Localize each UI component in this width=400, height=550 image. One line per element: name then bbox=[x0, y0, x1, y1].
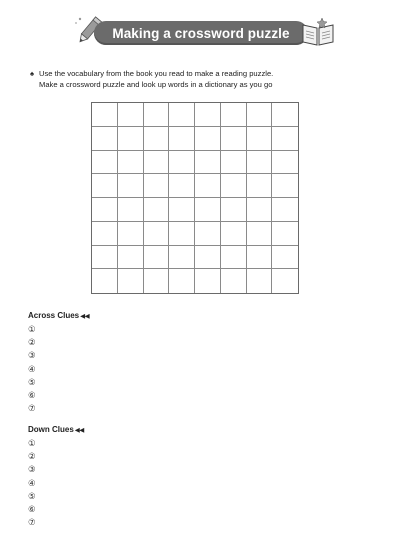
clue-number: ② bbox=[28, 337, 36, 348]
grid-cell[interactable] bbox=[144, 127, 170, 151]
grid-cell[interactable] bbox=[247, 151, 273, 175]
clue-line[interactable] bbox=[28, 463, 84, 476]
grid-cell[interactable] bbox=[247, 246, 273, 270]
grid-cell[interactable] bbox=[169, 127, 195, 151]
grid-cell[interactable] bbox=[247, 222, 273, 246]
down-clues-title bbox=[28, 424, 84, 435]
grid-cell[interactable] bbox=[195, 151, 221, 175]
grid-cell[interactable] bbox=[92, 127, 118, 151]
grid-cell[interactable] bbox=[169, 246, 195, 270]
grid-cell[interactable] bbox=[118, 174, 144, 198]
grid-cell[interactable] bbox=[118, 222, 144, 246]
grid-cell[interactable] bbox=[144, 246, 170, 270]
clue-line[interactable] bbox=[28, 402, 89, 415]
grid-cell[interactable] bbox=[247, 269, 273, 293]
clue-number: ⑤ bbox=[28, 490, 36, 501]
grid-cell[interactable] bbox=[272, 174, 298, 198]
grid-cell[interactable] bbox=[195, 269, 221, 293]
across-clues-section bbox=[28, 310, 89, 415]
grid-cell[interactable] bbox=[144, 269, 170, 293]
clue-line[interactable] bbox=[28, 336, 89, 349]
clue-number: ④ bbox=[28, 477, 36, 488]
book-icon bbox=[300, 16, 336, 48]
double-arrow-left-icon: ◀◀ bbox=[74, 426, 84, 434]
grid-cell[interactable] bbox=[92, 103, 118, 127]
grid-cell[interactable] bbox=[272, 127, 298, 151]
clue-number: ① bbox=[28, 324, 36, 334]
instructions bbox=[30, 69, 375, 90]
grid-cell[interactable] bbox=[221, 246, 247, 270]
grid-cell[interactable] bbox=[92, 222, 118, 246]
grid-cell[interactable] bbox=[195, 198, 221, 222]
down-clues-section bbox=[28, 424, 84, 529]
grid-cell[interactable] bbox=[272, 222, 298, 246]
grid-cell[interactable] bbox=[221, 198, 247, 222]
clue-number: ④ bbox=[28, 363, 36, 374]
grid-cell[interactable] bbox=[272, 246, 298, 270]
down-clue-list bbox=[28, 437, 84, 529]
page-title: Making a crossword puzzle bbox=[112, 25, 290, 41]
clue-number: ⑥ bbox=[28, 503, 36, 514]
grid-cell[interactable] bbox=[272, 269, 298, 293]
grid-cell[interactable] bbox=[144, 151, 170, 175]
grid-cell[interactable] bbox=[169, 174, 195, 198]
grid-cell[interactable] bbox=[195, 174, 221, 198]
grid-cell[interactable] bbox=[169, 222, 195, 246]
grid-cell[interactable] bbox=[272, 151, 298, 175]
grid-cell[interactable] bbox=[169, 269, 195, 293]
grid-cell[interactable] bbox=[195, 246, 221, 270]
clue-number: ⑦ bbox=[28, 517, 36, 528]
clue-line[interactable] bbox=[28, 389, 89, 402]
title-banner bbox=[94, 21, 308, 45]
grid-cell[interactable] bbox=[247, 174, 273, 198]
instruction-line-1: Use the vocabulary from the book you read to make a reading puzzle. bbox=[39, 69, 274, 78]
grid-cell[interactable] bbox=[195, 127, 221, 151]
grid-cell[interactable] bbox=[195, 222, 221, 246]
grid-cell[interactable] bbox=[92, 151, 118, 175]
clue-line[interactable] bbox=[28, 503, 84, 516]
clue-line[interactable] bbox=[28, 516, 84, 529]
grid-cell[interactable] bbox=[221, 174, 247, 198]
grid-cell[interactable] bbox=[144, 103, 170, 127]
clue-line[interactable] bbox=[28, 437, 84, 450]
clue-number: ⑥ bbox=[28, 389, 36, 400]
across-clues-title bbox=[28, 310, 89, 321]
grid-cell[interactable] bbox=[118, 103, 144, 127]
grid-cell[interactable] bbox=[221, 269, 247, 293]
grid-cell[interactable] bbox=[247, 103, 273, 127]
grid-cell[interactable] bbox=[118, 127, 144, 151]
grid-cell[interactable] bbox=[92, 246, 118, 270]
instruction-line-2: Make a crossword puzzle and look up words in a dictionary as you go bbox=[39, 79, 273, 89]
clue-line[interactable] bbox=[28, 363, 89, 376]
clue-number: ① bbox=[28, 438, 36, 448]
grid-cell[interactable] bbox=[118, 269, 144, 293]
clue-line[interactable] bbox=[28, 376, 89, 389]
clue-line[interactable] bbox=[28, 450, 84, 463]
grid-cell[interactable] bbox=[118, 151, 144, 175]
clue-number: ⑦ bbox=[28, 403, 36, 414]
grid-cell[interactable] bbox=[272, 103, 298, 127]
grid-cell[interactable] bbox=[118, 198, 144, 222]
clue-line[interactable] bbox=[28, 490, 84, 503]
grid-cell[interactable] bbox=[169, 103, 195, 127]
spade-bullet-icon: ♠ bbox=[30, 69, 35, 78]
grid-cell[interactable] bbox=[221, 222, 247, 246]
grid-cell[interactable] bbox=[144, 174, 170, 198]
grid-cell[interactable] bbox=[169, 198, 195, 222]
grid-cell[interactable] bbox=[221, 151, 247, 175]
header-banner bbox=[70, 14, 332, 50]
clue-line[interactable] bbox=[28, 349, 89, 362]
grid-cell[interactable] bbox=[118, 246, 144, 270]
down-clues-label: Down Clues bbox=[28, 425, 74, 434]
across-clues-label: Across Clues bbox=[28, 311, 80, 320]
grid-cell[interactable] bbox=[247, 198, 273, 222]
clue-number: ⑤ bbox=[28, 376, 36, 387]
grid-cell[interactable] bbox=[144, 198, 170, 222]
crossword-grid bbox=[91, 102, 299, 294]
clue-number: ③ bbox=[28, 464, 36, 475]
grid-cell[interactable] bbox=[92, 198, 118, 222]
clue-line[interactable] bbox=[28, 323, 89, 336]
grid-cell[interactable] bbox=[169, 151, 195, 175]
clue-line[interactable] bbox=[28, 477, 84, 490]
double-arrow-left-icon: ◀◀ bbox=[80, 312, 90, 320]
grid-cell[interactable] bbox=[92, 174, 118, 198]
across-clue-list bbox=[28, 323, 89, 415]
clue-number: ② bbox=[28, 451, 36, 462]
grid-cell[interactable] bbox=[272, 198, 298, 222]
grid-cell[interactable] bbox=[221, 127, 247, 151]
grid-cell[interactable] bbox=[144, 222, 170, 246]
clue-number: ③ bbox=[28, 350, 36, 361]
grid-cell[interactable] bbox=[221, 103, 247, 127]
grid-cell[interactable] bbox=[195, 103, 221, 127]
grid-cell[interactable] bbox=[92, 269, 118, 293]
grid-cell[interactable] bbox=[247, 127, 273, 151]
